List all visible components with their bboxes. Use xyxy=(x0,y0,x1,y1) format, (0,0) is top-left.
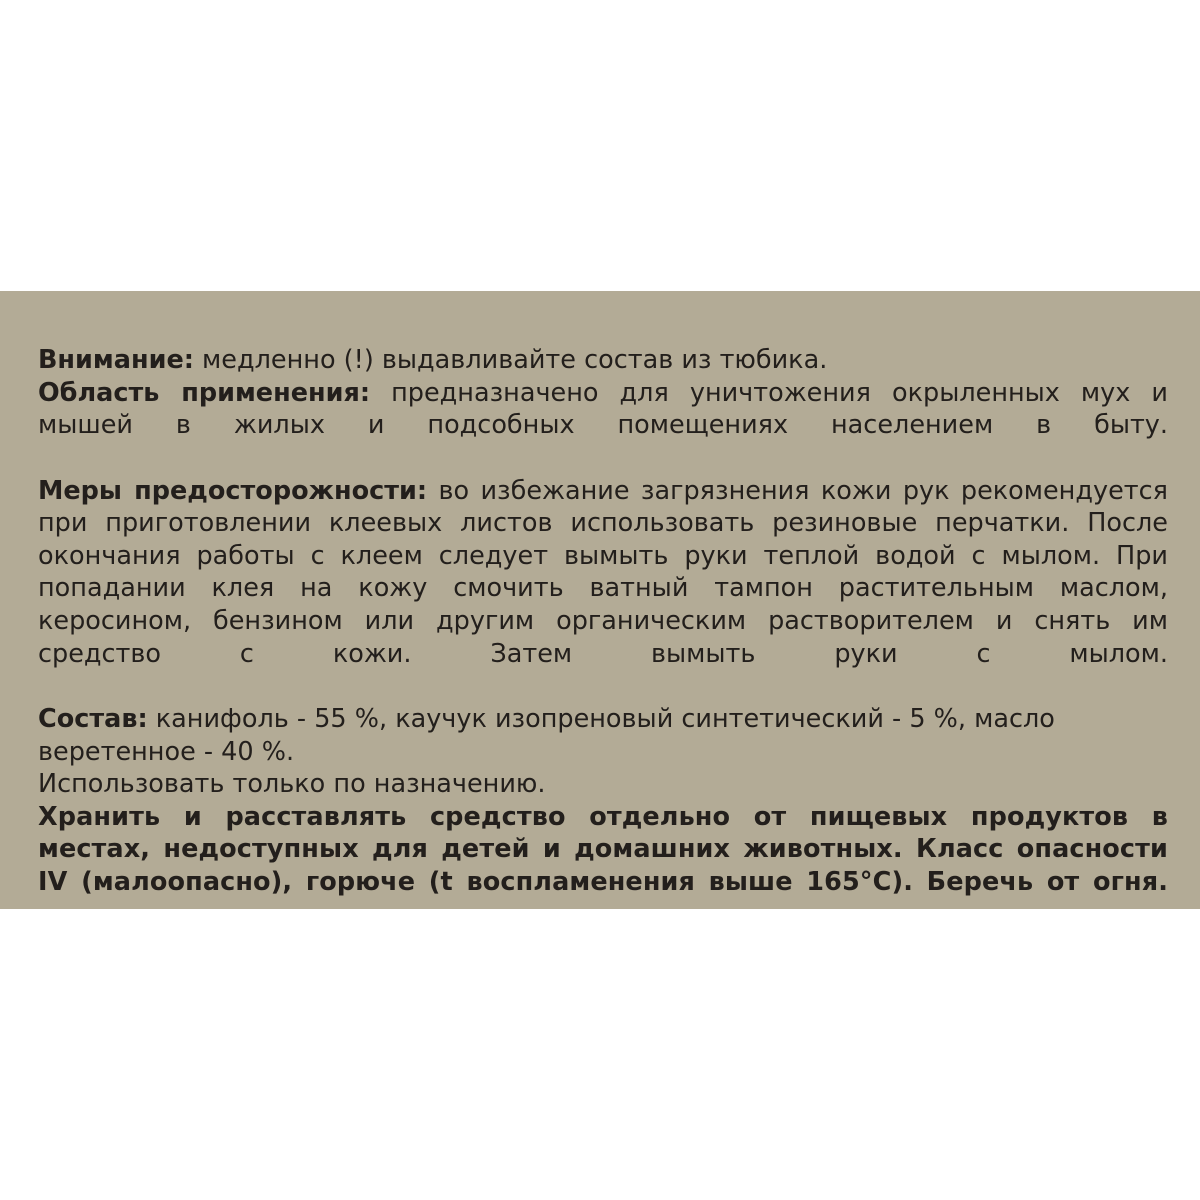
label-panel xyxy=(0,291,1200,909)
paragraph-usage xyxy=(38,768,1168,801)
label-text-block xyxy=(38,344,1168,931)
paragraph-precautions-heading: Меры предосторожности: xyxy=(38,475,428,506)
paragraph-storage xyxy=(38,801,1168,932)
paragraph-scope xyxy=(38,377,1168,475)
paragraph-composition-heading: Состав: xyxy=(38,703,148,734)
paragraph-storage-body: Хранить и расставлять средство отдельно от пищевых продуктов в местах, недоступных для детей и домашних животных. Класс опасности IV (малоопасно), горюче (t воспламенения выше 165°С). Беречь от огня. xyxy=(38,801,1168,897)
paragraph-scope-heading: Область применения: xyxy=(38,377,371,408)
paragraph-attention xyxy=(38,344,1168,377)
paragraph-composition xyxy=(38,703,1168,768)
paragraph-precautions-body: во избежание загрязнения кожи рук рекомендуется при приготовлении клеевых листов использовать резиновые перчатки. После окончания работы с клеем следует вымыть руки теплой водой с мылом. При попадании клея на кожу смочить ватный тампон растительным маслом, керосином, бензином или другим органическим растворителем и снять им средство с кожи. Затем вымыть руки с мылом. xyxy=(38,475,1168,669)
paragraph-precautions xyxy=(38,475,1168,703)
paragraph-attention-body: медленно (!) выдавливайте состав из тюбика. xyxy=(193,345,828,375)
paragraph-composition-body: канифоль - 55 %, каучук изопреновый синтетический - 5 %, масло веретенное - 40 %. xyxy=(38,703,1055,767)
paragraph-attention-heading: Внимание: xyxy=(38,345,194,375)
paragraph-usage-body: Использовать только по назначению. xyxy=(38,769,546,800)
paragraph-scope-body: предназначено для уничтожения окрыленных мух и мышей в жилых и подсобных помещениях населением в быту. xyxy=(38,377,1168,441)
